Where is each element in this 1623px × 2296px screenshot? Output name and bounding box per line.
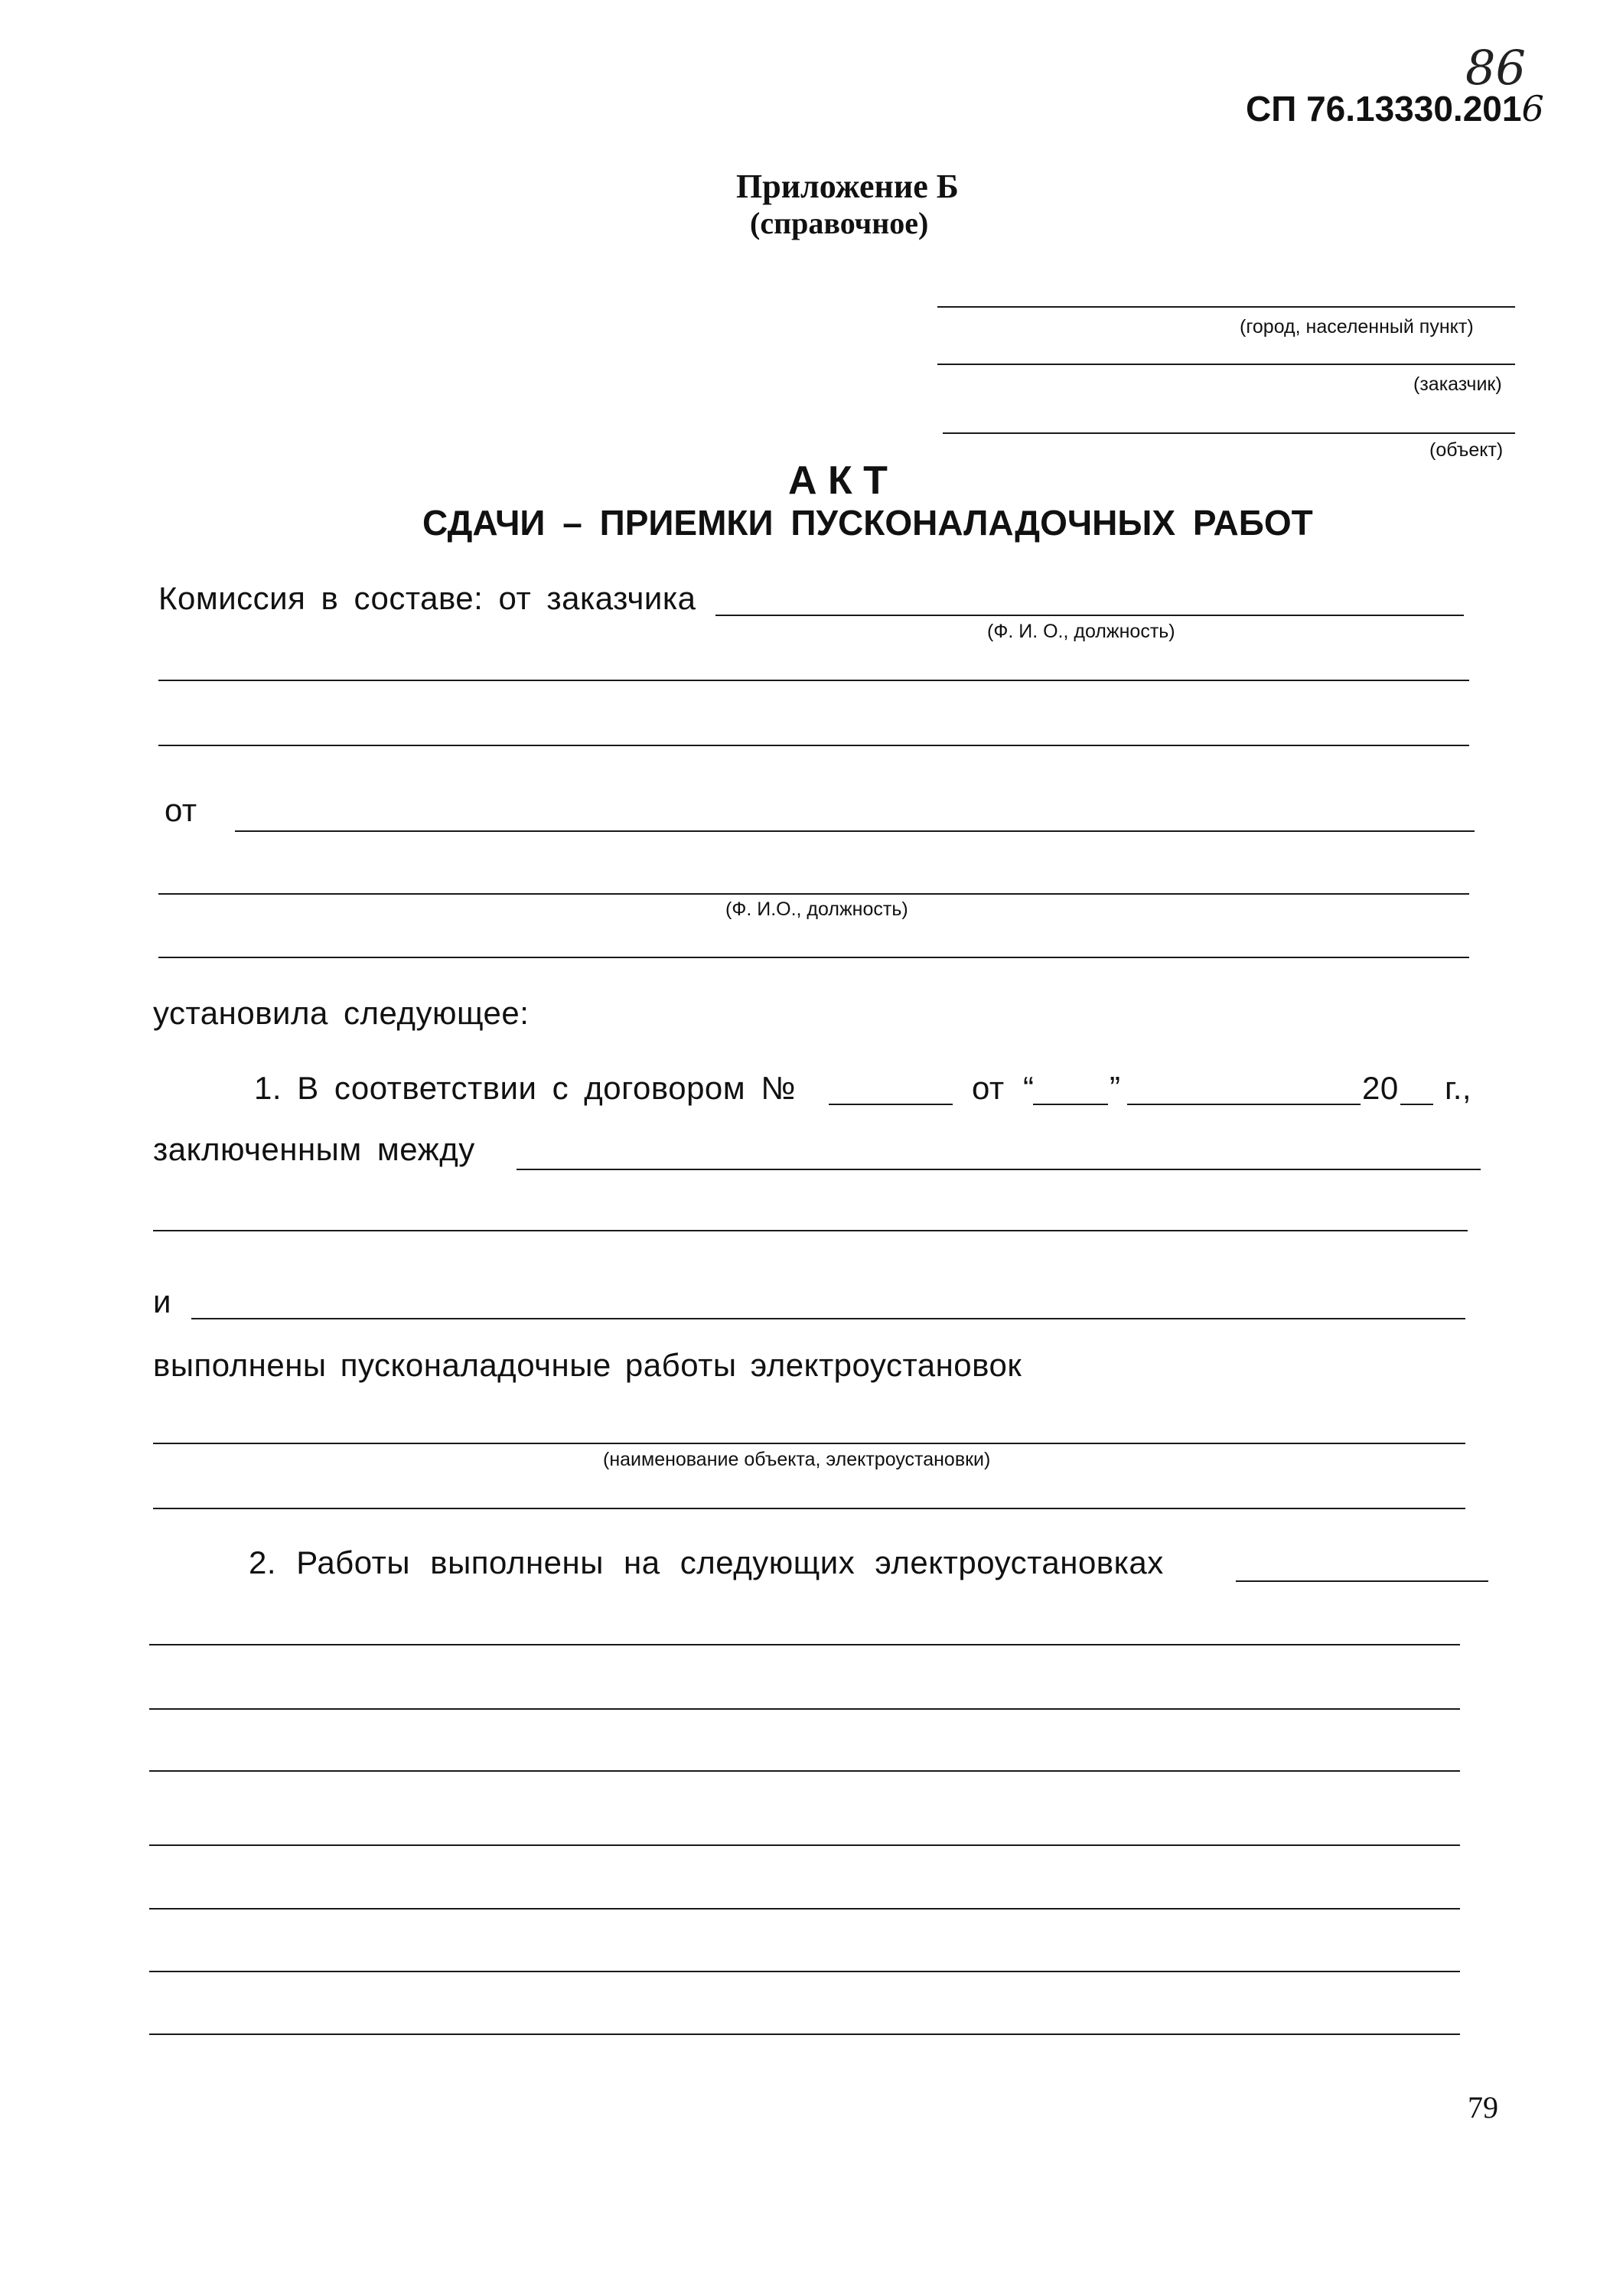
findings-intro: установила следующее:: [153, 995, 530, 1031]
document-code-printed: СП 76.13330.201: [1246, 89, 1522, 129]
and-label: и: [153, 1283, 171, 1319]
object-name-line-1[interactable]: [153, 1443, 1465, 1444]
contract-month-line[interactable]: [1127, 1104, 1361, 1105]
commission-line-2[interactable]: [158, 745, 1469, 746]
commission-line-1[interactable]: [158, 680, 1469, 681]
from-line-2[interactable]: [158, 893, 1469, 895]
works-done-label: выполнены пусконаладочные работы электроустановок: [153, 1347, 1022, 1383]
installations-line-5[interactable]: [149, 1908, 1460, 1910]
city-field-line[interactable]: [937, 306, 1515, 308]
item2-label: 2. Работы выполнены на следующих электроустановках: [249, 1544, 1164, 1580]
commission-label: Комиссия в составе: от заказчика: [158, 580, 696, 616]
party1-line-1[interactable]: [517, 1169, 1481, 1170]
from-caption: (Ф. И.О., должность): [725, 899, 908, 920]
installations-line-6[interactable]: [149, 1971, 1460, 1972]
installations-line-2[interactable]: [149, 1708, 1460, 1710]
customer-representative-caption: (Ф. И. О., должность): [987, 621, 1175, 642]
page-number: 79: [1468, 2090, 1498, 2125]
customer-field-line[interactable]: [937, 364, 1515, 365]
from-label: от: [165, 792, 197, 828]
customer-representative-line[interactable]: [715, 615, 1464, 616]
from-line-3[interactable]: [158, 957, 1469, 958]
installations-line-3[interactable]: [149, 1770, 1460, 1772]
document-code-handwritten-digit: 6: [1521, 88, 1544, 129]
object-caption: (объект): [1429, 439, 1504, 461]
quote-close: ”: [1110, 1070, 1121, 1106]
item1-start: 1. В соответствии с договором №: [254, 1070, 796, 1106]
party1-line-2[interactable]: [153, 1230, 1468, 1231]
object-name-line-2[interactable]: [153, 1508, 1465, 1509]
appendix-type: (справочное): [750, 206, 929, 240]
from-line-1[interactable]: [235, 830, 1475, 832]
act-title: А К Т: [788, 458, 888, 503]
quote-open: “: [1023, 1070, 1035, 1106]
party2-line[interactable]: [191, 1318, 1465, 1319]
appendix-title: Приложение Б: [736, 168, 959, 205]
contract-number-line[interactable]: [829, 1104, 953, 1105]
contract-year-line[interactable]: [1400, 1104, 1433, 1105]
installations-line-1[interactable]: [149, 1644, 1460, 1645]
year-prefix: 20: [1362, 1070, 1399, 1106]
handwritten-page-mark: 86: [1465, 40, 1526, 96]
document-code: [1246, 88, 1544, 129]
object-field-line[interactable]: [943, 432, 1515, 434]
object-name-caption: (наименование объекта, электроустановки): [603, 1449, 991, 1470]
customer-caption: (заказчик): [1413, 373, 1502, 395]
installations-line-7[interactable]: [149, 2033, 1460, 2035]
contract-day-line[interactable]: [1033, 1104, 1108, 1105]
installations-line-4[interactable]: [149, 1844, 1460, 1846]
concluded-between-label: заключенным между: [153, 1131, 475, 1167]
item2-line-inline[interactable]: [1236, 1580, 1488, 1582]
act-subtitle: СДАЧИ – ПРИЕМКИ ПУСКОНАЛАДОЧНЫХ РАБОТ: [422, 503, 1313, 543]
item1-from: от: [972, 1070, 1005, 1106]
city-caption: (город, населенный пункт): [1240, 316, 1474, 338]
year-suffix: г.,: [1445, 1070, 1472, 1106]
